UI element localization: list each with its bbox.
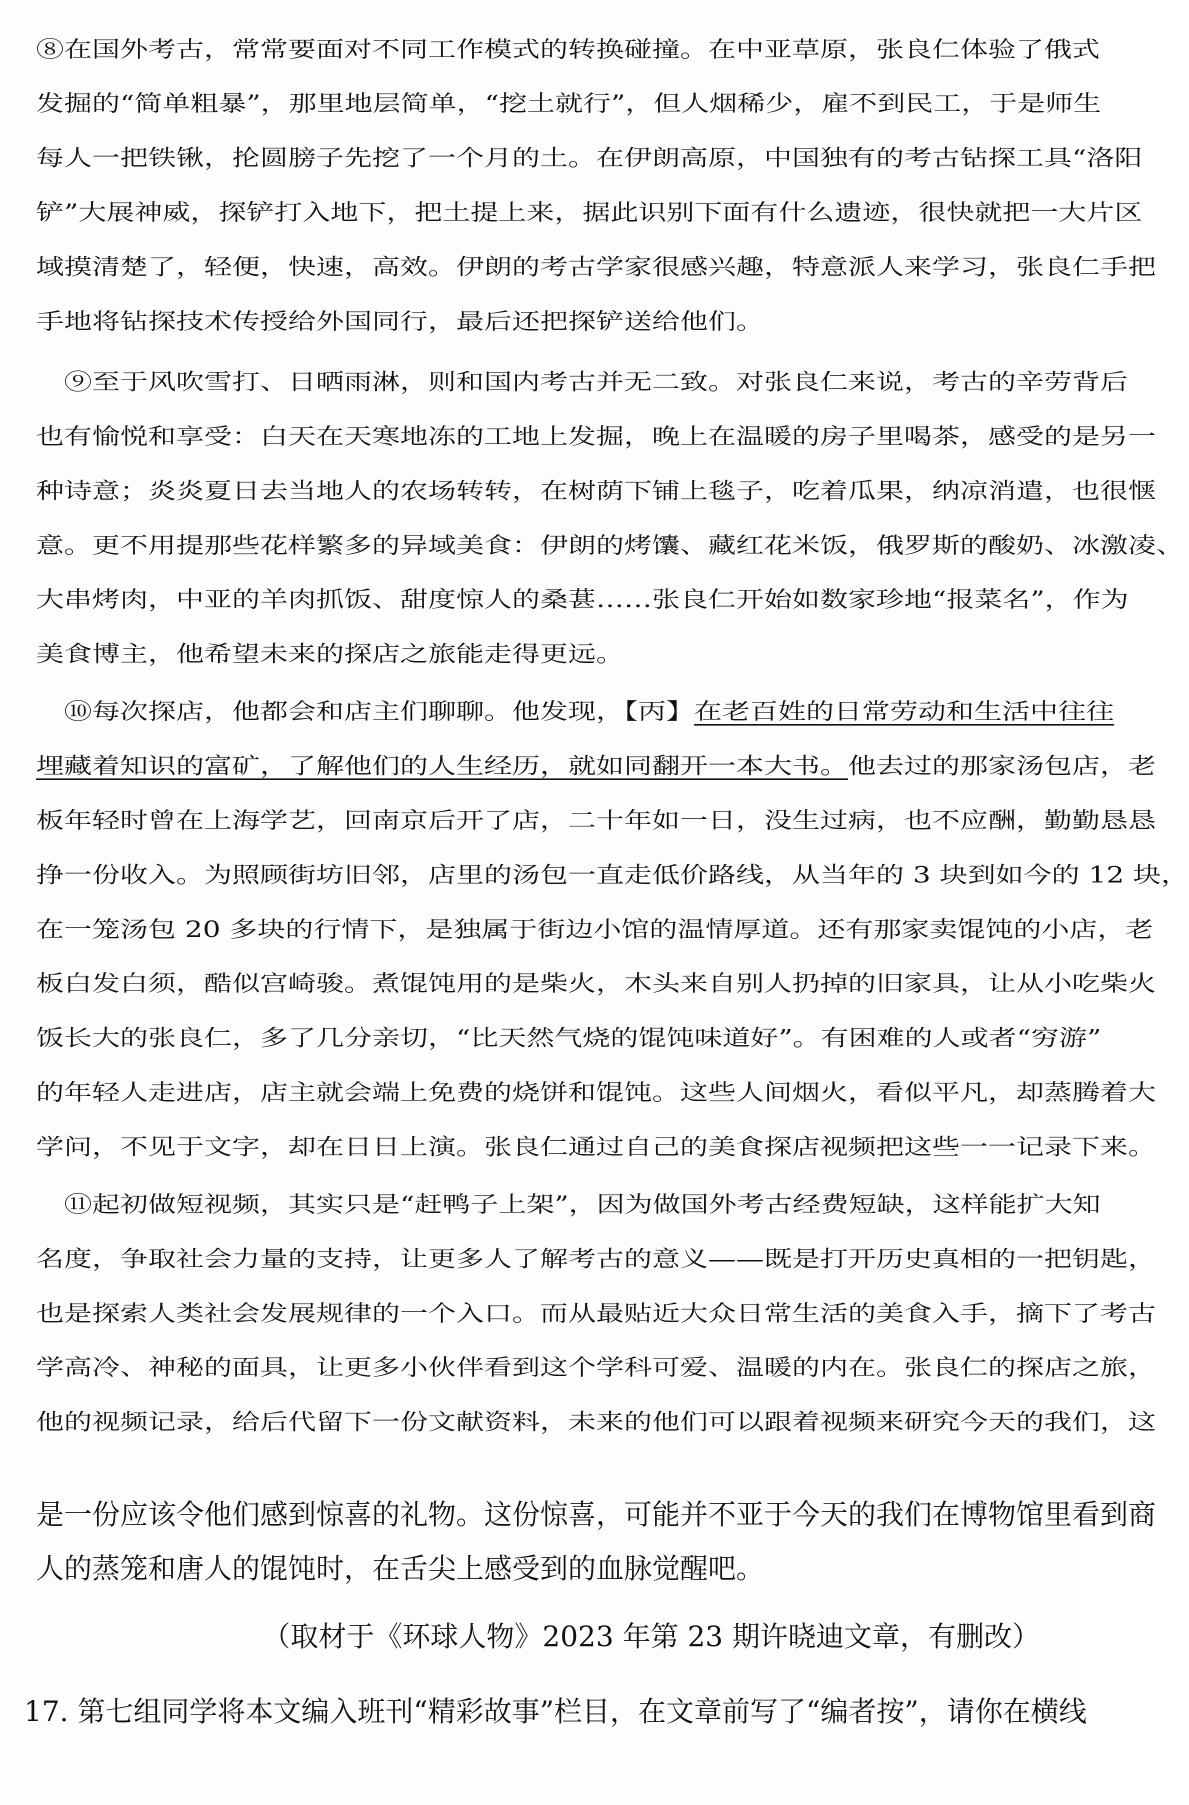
p11-line-5: 他的视频记录，给后代留下一份文献资料，未来的他们可以跟着视频来研究今天的我们，这 xyxy=(36,1408,1157,1436)
p10-line-6: 板白发白须，酷似宫崎骏。煮馄饨用的是柴火，木头来自别人扔掉的旧家具，让从小吃柴火 xyxy=(36,970,1157,997)
p8-line-2: 发掘的“简单粗暴”，那里地层简单，“挖土就行”，但人烟稀少，雇不到民工，于是师生 xyxy=(36,90,1102,117)
p10-underlined-phrase-part-2: 埋藏着知识的富矿，了解他们的人生经历，就如同翻开一本大书。 xyxy=(36,752,849,780)
p8-line-4: 铲”大展神威，探铲打入地下，把土提上来，据此识别下面有什么遗迹，很快就把一大片区 xyxy=(36,199,1143,226)
p8-line-5: 域摸清楚了，轻便，快速，高效。伊朗的考古学家很感兴趣，特意派人来学习，张良仁手把 xyxy=(36,253,1157,280)
p8-line-6: 手地将钻探技术传授给外国同行，最后还把探铲送给他们。 xyxy=(36,308,765,335)
p10-line-2 xyxy=(36,746,1156,788)
p10-line-9: 学问，不见于文字，却在日日上演。张良仁通过自己的美食探店视频把这些一一记录下来。 xyxy=(36,1133,1157,1160)
p9-line-2: 也有愉悦和享受：白天在天寒地冻的工地上发掘，晚上在温暖的房子里喝茶，感受的是另一 xyxy=(36,423,1157,450)
p10-line-8: 的年轻人走进店，店主就会端上免费的烧饼和馄饨。这些人间烟火，看似平凡，却蒸腾着大 xyxy=(36,1079,1157,1106)
p8-line-3: 每人一把铁锹，抡圆膀子先挖了一个月的土。在伊朗高原，中国独有的考古钻探工具“洛阳 xyxy=(36,144,1143,172)
source-citation: （取材于《环球人物》2023 年第 23 期许晓迪文章，有删改） xyxy=(262,1620,1040,1653)
p10-line-1-prefix: ⑩每次探店，他都会和店主们聊聊。他发现，【丙】 xyxy=(64,698,695,725)
p10-line-7: 饭长大的张良仁，多了几分亲切，“比天然气烧的馄饨味道好”。有困难的人或者“穷游” xyxy=(36,1024,1102,1052)
p11-line-1: ⑪起初做短视频，其实只是“赶鸭子上架”，因为做国外考古经费短缺，这样能扩大知 xyxy=(64,1191,1101,1218)
p8-line-1: ⑧在国外考古，常常要面对不同工作模式的转换碰撞。在中亚草原，张良仁体验了俄式 xyxy=(36,36,1101,63)
p10-underlined-phrase-part-1: 在老百姓的日常劳动和生活中往往 xyxy=(694,698,1115,725)
p11-line-3: 也是探索人类社会发展规律的一个入口。而从最贴近大众日常生活的美食入手，摘下了考古 xyxy=(36,1300,1157,1327)
question-17: 17. 第七组同学将本文编入班刊“精彩故事”栏目，在文章前写了“编者按”，请你在横线 xyxy=(24,1695,1087,1728)
p9-line-5: 大串烤肉，中亚的羊肉抓饭、甜度惊人的桑葚……张良仁开始如数家珍地“报菜名”，作为 xyxy=(36,586,1129,613)
p9-line-3: 种诗意；炎炎夏日去当地人的农场转转，在树荫下铺上毯子，吃着瓜果，纳凉消遣，也很惬 xyxy=(36,477,1157,504)
p10-line-3: 板年轻时曾在上海学艺，回南京后开了店，二十年如一日，没生过病，也不应酬，勤勤恳恳 xyxy=(36,807,1157,834)
p10-line-4: 挣一份收入。为照顾街坊旧邻，店里的汤包一直走低价路线，从当年的 3 块到如今的 12 块， xyxy=(36,861,1189,888)
p11-line-7: 人的蒸笼和唐人的馄饨时，在舌尖上感受到的血脉觉醒吧。 xyxy=(36,1552,765,1585)
p11-line-6: 是一份应该令他们感到惊喜的礼物。这份惊喜，可能并不亚于今天的我们在博物馆里看到商 xyxy=(36,1498,1157,1531)
p9-line-1: ⑨至于风吹雪打、日晒雨淋，则和国内考古并无二致。对张良仁来说，考古的辛劳背后 xyxy=(64,368,1129,396)
p9-line-4: 意。更不用提那些花样繁多的异域美食：伊朗的烤馕、藏红花米饭，俄罗斯的酸奶、冰激凌、 xyxy=(36,532,1185,559)
p11-line-2: 名度，争取社会力量的支持，让更多人了解考古的意义——既是打开历史真相的一把钥匙， xyxy=(36,1245,1157,1272)
p10-line-2-suffix: 他去过的那家汤包店，老 xyxy=(848,752,1157,780)
p10-line-1 xyxy=(64,691,1114,733)
p11-line-4: 学高冷、神秘的面具，让更多小伙伴看到这个学科可爱、温暖的内在。张良仁的探店之旅， xyxy=(36,1354,1157,1381)
p10-line-5: 在一笼汤包 20 多块的行情下，是独属于街边小馆的温情厚道。还有那家卖馄饨的小店，老 xyxy=(36,916,1154,943)
p9-line-6: 美食博主，他希望未来的探店之旅能走得更远。 xyxy=(36,640,625,668)
